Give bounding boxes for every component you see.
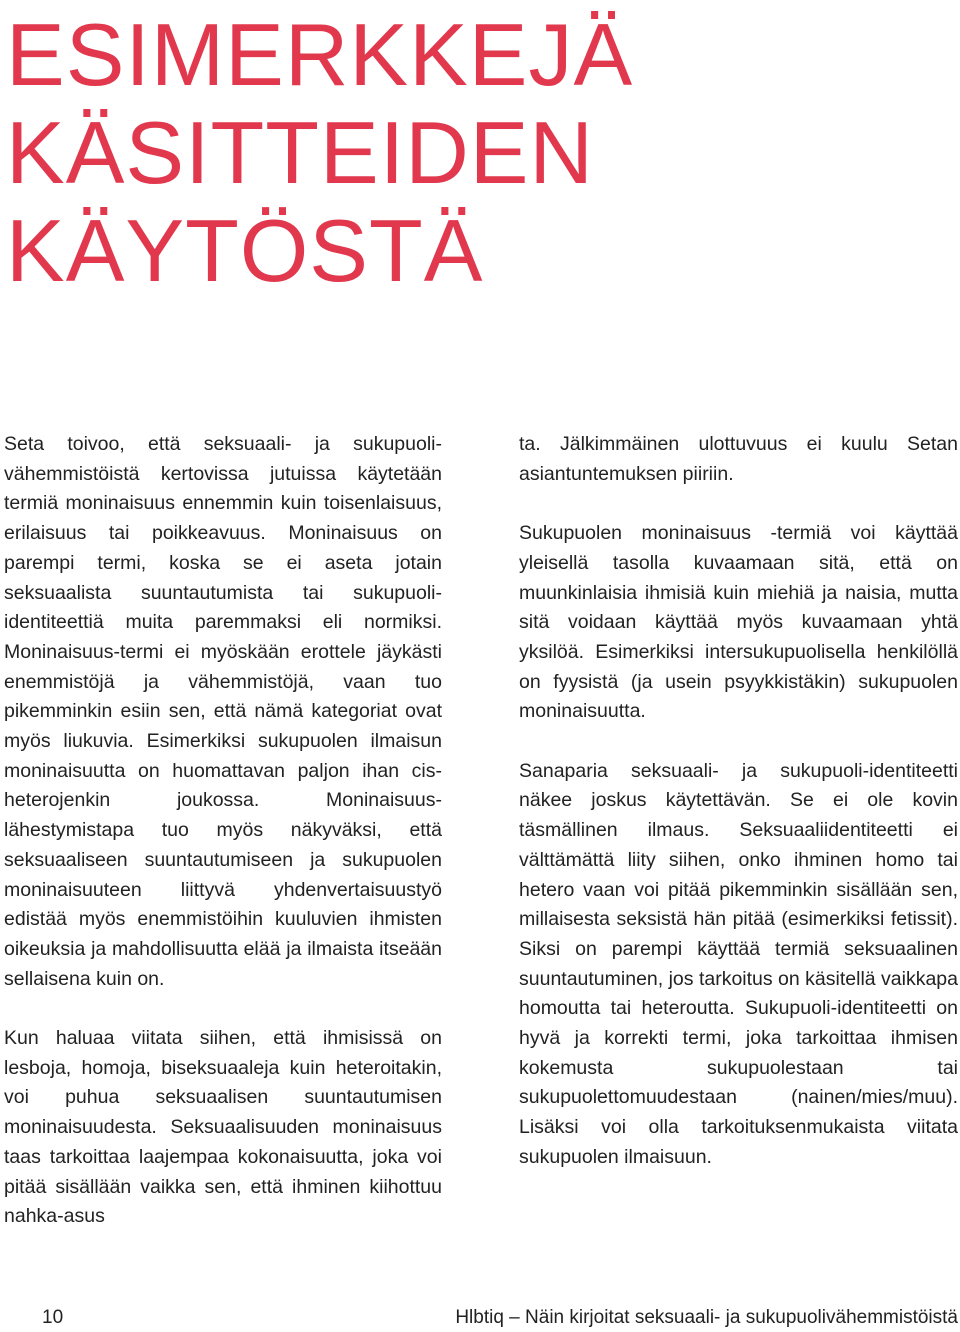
page-title-line-1: ESIMERKKEJÄ (6, 5, 634, 104)
body-paragraph: Seta toivoo, että seksuaali- ja sukupuolivähemmistöistä kertovissa jutuissa käytetään termiä moninaisuus ennemmin kuin toisenlaisuus, erilaisuus tai poikkeavuus. Moninaisuus on parempi termi, koska se ei aseta jotain seksuaalista suuntautumista tai sukupuoli-identiteettiä muita paremmaksi eli normiksi. Moninaisuus-termi ei myöskään erottele jäykästi enemmistöjä ja vähemmistöjä, vaan tuo pikemminkin esiin sen, että nämä kategoriat ovat myös liukuvia. Esimerkiksi sukupuolen ilmaisun moninaisuutta on huomattavan paljon ihan cis-heterojenkin joukossa. Moninaisuuslähestymistapa tuo myös näkyväksi, että seksuaaliseen suuntautumiseen ja sukupuolen moninaisuuteen liittyvä yhdenvertaisuustyö edistää myös enemmistöihin kuuluvien ihmisten oikeuksia ja mahdollisuutta elää ja ilmaista itseään sellaisena kuin on. (4, 433, 442, 990)
body-paragraph: Kun haluaa viitata siihen, että ihmisissä on lesboja, homoja, biseksuaaleja kuin heteroitakin, voi puhua seksuaalisen suuntautumisen moninaisuudesta. Seksuaalisuuden moninaisuus taas tarkoittaa laajempaa kokonaisuutta, joka voi pitää sisällään vaikka sen, että ihminen kiihottuu nahka-asus (4, 1027, 442, 1228)
body-paragraph: Sanaparia seksuaali- ja sukupuoli-identiteetti näkee joskus käytettävän. Se ei ole kovin täsmällinen ilmaus. Seksuaaliidentiteetti ei välttämättä liity siihen, onko ihminen homo tai hetero vaan voi pitää pikemminkin sisällään sen, millaisesta seksistä hän pitää (esimerkiksi fetissit). Siksi on parempi käyttää termiä seksuaalinen suuntautuminen, jos tarkoitus on käsitellä vaikkapa homoutta tai heteroutta. Sukupuoli-identiteetti on hyvä ja korrekti termi, joka tarkoittaa ihmisen kokemusta sukupuolestaan tai sukupuolettomuudestaan (nainen/mies/muu). Lisäksi voi olla tarkoituksenmukaista viitata sukupuolen ilmaisuun. (519, 759, 958, 1168)
right-text-column (519, 430, 958, 1173)
page-number: 10 (42, 1307, 64, 1328)
body-paragraph: ta. Jälkimmäinen ulottuvuus ei kuulu Setan asiantuntemuksen piiriin. (519, 433, 958, 485)
left-text-column (4, 430, 442, 1232)
page-footer (0, 1304, 960, 1332)
page-title-line-2: KÄSITTEIDEN (6, 103, 594, 202)
page-title (6, 6, 906, 300)
body-paragraph: Sukupuolen moninaisuus -termiä voi käyttää yleisellä tasolla kuvaamaan sitä, että on muunkinlaisia ihmisiä kuin miehiä ja naisia, mutta sitä voidaan käyttää myös kuvaamaan yhtä yksilöä. Esimerkiksi intersukupuolisella henkilöllä on fyysistä (ja usein psyykkistäkin) sukupuolen moninaisuutta. (519, 522, 958, 723)
running-footer-title: Hlbtiq – Näin kirjoitat seksuaali- ja sukupuolivähemmistöistä (455, 1307, 958, 1328)
page-title-line-3: KÄYTÖSTÄ (6, 201, 484, 300)
